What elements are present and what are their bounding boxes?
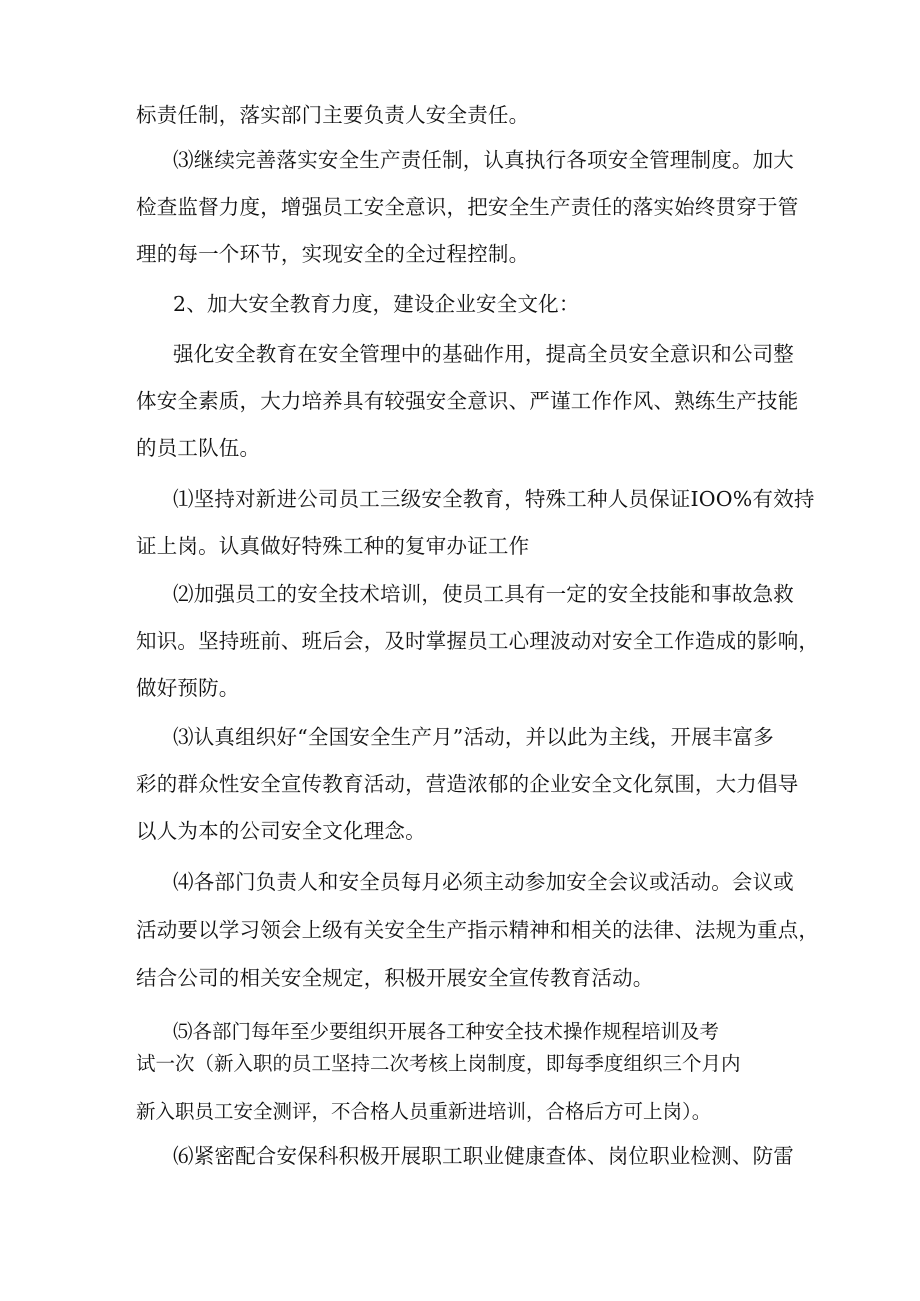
paragraph-line: 体安全素质，大力培养具有较强安全意识、严谨工作作风、熟练生产技能 [136, 389, 799, 413]
paragraph-line: ⑹紧密配合安保科积极开展职工职业健康查体、岗位职业检测、防雷 [173, 1144, 794, 1168]
paragraph-line: 以人为本的公司安全文化理念。 [136, 819, 426, 843]
paragraph-line: 强化安全教育在安全管理中的基础作用，提高全员安全意识和公司整 [173, 342, 794, 366]
paragraph-line: ⑴坚持对新进公司员工三级安全教育，特殊工种人员保证IOO%有效持 [173, 487, 815, 511]
paragraph-line: ⑵加强员工的安全技术培训，使员工具有一定的安全技能和事故急救 [173, 582, 794, 606]
paragraph-line: 新入职员工安全测评，不合格人员重新进培训，合格后方可上岗）。 [136, 1100, 712, 1123]
paragraph-line: ⑶继续完善落实安全生产责任制，认真执行各项安全管理制度。加大 [173, 148, 794, 172]
paragraph-line: ⑸各部门每年至少要组织开展各工种安全技术操作规程培训及考 [173, 1020, 720, 1043]
section-heading: 2、加大安全教育力度，建设企业安全文化： [173, 292, 580, 316]
paragraph-line: 试一次（新入职的员工坚持二次考核上岗制度，即每季度组织三个月内 [136, 1052, 741, 1075]
paragraph-line: 活动要以学习领会上级有关安全生产指示精神和相关的法律、法规为重点， [136, 918, 820, 942]
paragraph-line: 证上岗。认真做好特殊工种的复审办证工作 [136, 534, 530, 558]
paragraph-line: 知识。坚持班前、班后会，及时掌握员工心理波动对安全工作造成的影响， [136, 629, 820, 653]
paragraph-line: 标责任制，落实部门主要负责人安全责任。 [136, 103, 530, 127]
paragraph-line: 的员工队伍。 [136, 436, 261, 460]
paragraph-line: 理的每一个环节，实现安全的全过程控制。 [136, 242, 530, 266]
paragraph-line: ⑷各部门负责人和安全员每月必须主动参加安全会议或活动。会议或 [173, 870, 794, 894]
paragraph-line: 做好预防。 [136, 676, 240, 700]
paragraph-line: 彩的群众性安全宣传教育活动，营造浓郁的企业安全文化氛围，大力倡导 [136, 772, 799, 796]
paragraph-line: 结合公司的相关安全规定，积极开展安全宣传教育活动。 [136, 966, 654, 990]
paragraph-line: ⑶认真组织好“全国安全生产月”活动，并以此为主线，开展丰富多 [173, 725, 774, 749]
paragraph-line: 检查监督力度，增强员工安全意识，把安全生产责任的落实始终贯穿于管 [136, 195, 799, 219]
